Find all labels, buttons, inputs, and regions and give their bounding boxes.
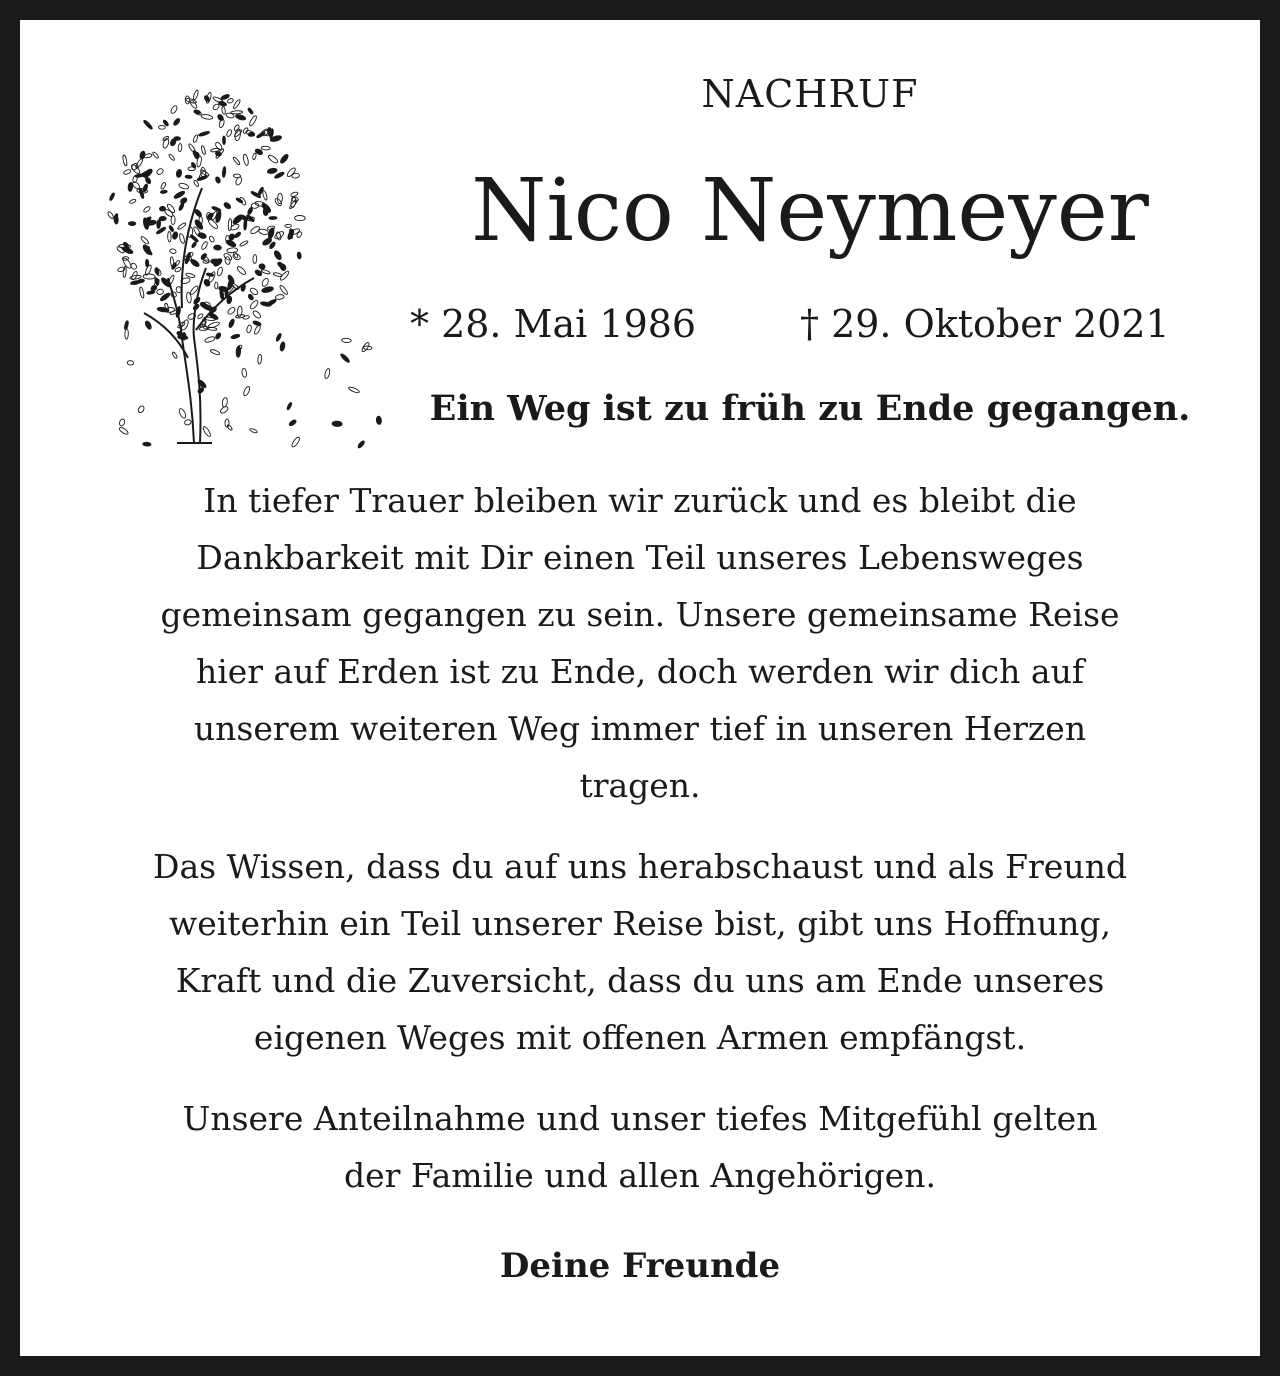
leaf-mark [209, 235, 216, 242]
leaf-mark [191, 162, 197, 169]
leaf-mark [197, 232, 207, 240]
leaf-mark [192, 303, 200, 310]
leaf-mark [247, 107, 253, 114]
text-line: eigenen Weges mit offenen Armen empfängst. [253, 1018, 1027, 1057]
tree-with-falling-leaves-icon [82, 68, 402, 458]
leaf-mark [143, 119, 153, 130]
leaf-mark [237, 306, 243, 317]
leaf-mark [252, 153, 256, 160]
leaf-mark [236, 265, 247, 275]
leaf-mark [192, 150, 198, 158]
leaf-mark [288, 419, 297, 427]
leaf-mark [239, 240, 248, 247]
leaf-mark [231, 110, 243, 114]
leaf-mark [214, 141, 223, 150]
leaf-mark [227, 306, 236, 315]
leaf-mark [178, 408, 187, 419]
leaf-mark [178, 182, 189, 190]
leaf-mark [295, 215, 306, 220]
leaf-mark [174, 137, 181, 141]
leaf-mark [178, 335, 189, 340]
leaf-mark [185, 175, 192, 179]
leaf-mark [235, 114, 246, 121]
text-line: Dankbarkeit mit Dir einen Teil unseres Lebensweges [196, 538, 1084, 577]
leaf-mark [340, 353, 351, 364]
leaf-mark [114, 215, 119, 224]
leaf-mark [144, 177, 151, 185]
leaf-mark [222, 397, 229, 407]
leaf-mark [290, 191, 298, 197]
leaf-mark [279, 153, 289, 164]
leaf-mark [160, 190, 167, 194]
leaf-mark [296, 231, 303, 238]
leaf-mark [144, 320, 152, 330]
leaf-mark [277, 261, 286, 269]
leaf-mark [262, 190, 268, 200]
leaf-mark [241, 368, 247, 378]
leaf-mark [191, 241, 197, 248]
leaf-mark [252, 310, 262, 320]
leaf-mark [201, 114, 213, 120]
leaf-mark [203, 278, 211, 287]
leaf-mark [168, 153, 175, 161]
leaf-mark [154, 277, 159, 285]
leaf-mark [174, 260, 181, 267]
leaf-mark [178, 143, 182, 151]
leaf-mark [157, 219, 161, 228]
leaf-mark [143, 274, 155, 279]
leaf-mark [250, 225, 261, 235]
leaf-mark [225, 289, 228, 297]
leaf-mark [204, 336, 215, 344]
leaf-mark [169, 248, 176, 254]
leaf-mark [118, 426, 129, 435]
leaf-mark [123, 169, 131, 176]
leaf-mark [215, 282, 218, 289]
leaf-mark [107, 211, 114, 219]
leaf-mark [286, 167, 297, 178]
leaf-mark [269, 217, 277, 220]
leaf-mark [156, 168, 164, 176]
leaf-mark [249, 428, 257, 434]
leaf-mark [128, 222, 135, 226]
leaf-mark [247, 293, 254, 300]
leaf-mark [285, 224, 292, 227]
leaf-mark [236, 346, 241, 357]
leaf-mark [178, 203, 184, 212]
leaf-mark [279, 270, 290, 281]
text-line: gemeinsam gegangen zu sein. Unsere gemeinsame Reise [160, 595, 1120, 634]
leaf-mark [215, 151, 222, 157]
leaf-mark [109, 192, 115, 201]
text-line: unserem weiteren Weg immer tief in unseren Herzen [193, 709, 1087, 748]
leaf-mark [193, 109, 200, 114]
leaf-mark [193, 134, 199, 143]
leaf-mark [184, 419, 192, 426]
leaf-mark [275, 333, 282, 342]
text-line: Das Wissen, dass du auf uns herabschaust und als Freund [153, 847, 1127, 886]
leaf-mark [189, 100, 198, 110]
leaf-mark [246, 325, 252, 334]
leaf-mark [143, 206, 151, 213]
leaf-mark [170, 105, 178, 115]
leaf-mark [160, 182, 166, 190]
leaf-mark [172, 352, 178, 359]
leaf-mark [236, 197, 244, 203]
notice-heading: NACHRUF [701, 72, 919, 116]
leaf-mark [258, 263, 266, 270]
leaf-mark [159, 206, 165, 211]
paragraph-1 [80, 472, 1200, 814]
text-line: hier auf Erden ist zu Ende, doch werden wir dich auf [195, 652, 1085, 691]
leaf-mark [137, 405, 145, 414]
text-line: Unsere Anteilnahme und unser tiefes Mitgefühl gelten [182, 1099, 1098, 1138]
leaf-mark [274, 230, 285, 240]
leaf-mark [232, 156, 240, 165]
motto: Ein Weg ist zu früh zu Ende gegangen. [429, 388, 1191, 429]
leaf-mark [324, 368, 331, 379]
leaf-mark [253, 255, 257, 264]
leaf-mark [261, 277, 270, 287]
leaf-mark [291, 436, 301, 448]
leaf-mark [226, 129, 233, 137]
leaf-mark [197, 175, 208, 181]
leaf-mark [206, 273, 214, 277]
leaf-mark [193, 90, 200, 100]
leaf-mark [177, 222, 187, 230]
death-date: † 29. Oktober 2021 [800, 302, 1170, 346]
leaf-mark [128, 182, 133, 191]
text-line: der Familie und allen Angehörigen. [344, 1156, 936, 1195]
leaf-mark [198, 131, 210, 137]
leaf-mark [119, 418, 126, 426]
leaf-mark [201, 145, 206, 154]
leaf-mark [125, 329, 129, 340]
leaf-mark [184, 252, 191, 264]
leaf-mark [223, 136, 226, 144]
leaf-mark [208, 312, 219, 321]
leaf-mark [222, 167, 226, 178]
paragraph-3 [80, 1090, 1200, 1204]
leaf-mark [273, 250, 283, 261]
leaf-mark [267, 154, 279, 164]
leaf-mark [154, 267, 159, 275]
leaf-mark [279, 342, 285, 352]
leaf-mark [231, 334, 240, 340]
leaf-mark [286, 402, 292, 410]
leaf-mark [376, 416, 382, 425]
leaf-mark [225, 112, 234, 118]
leaf-mark [201, 241, 209, 250]
leaf-mark [243, 386, 251, 397]
leaf-mark [219, 405, 229, 414]
leaf-mark [248, 115, 257, 127]
leaf-mark [279, 284, 289, 295]
leaf-mark [172, 231, 179, 239]
leaf-mark [173, 118, 181, 127]
leaf-mark [275, 294, 284, 300]
leaf-mark [129, 199, 136, 204]
leaf-mark [180, 319, 189, 331]
leaf-mark [168, 231, 172, 242]
leaf-mark [332, 421, 342, 427]
leaf-mark [263, 207, 268, 215]
leaf-mark [179, 233, 186, 244]
leaf-mark [228, 219, 232, 231]
deceased-name: Nico Neymeyer [471, 161, 1149, 261]
leaf-mark [234, 231, 242, 238]
leaf-mark [292, 173, 300, 178]
leaf-mark [152, 151, 159, 159]
leaf-mark [267, 168, 278, 175]
text-line: tragen. [579, 766, 701, 805]
leaf-mark [159, 292, 170, 302]
leaf-mark [253, 325, 261, 335]
leaf-mark [215, 211, 222, 223]
leaf-mark [203, 95, 210, 102]
leaf-mark [202, 426, 212, 438]
leaf-mark [214, 245, 222, 250]
leaf-mark [215, 332, 222, 340]
leaf-mark [193, 296, 201, 304]
leaf-mark [227, 98, 234, 104]
leaf-mark [348, 386, 360, 394]
leaf-mark [158, 126, 165, 130]
leaf-mark [341, 338, 351, 343]
leaf-mark [139, 287, 145, 299]
leaf-mark [273, 272, 282, 277]
leaf-mark [216, 267, 223, 277]
paragraph-2 [80, 838, 1200, 1066]
birth-date: * 28. Mai 1986 [410, 302, 697, 346]
text-line: weiterhin ein Teil unserer Reise bist, gibt uns Hoffnung, [168, 904, 1112, 943]
leaf-mark [156, 289, 163, 295]
text-line: Kraft und die Zuversicht, dass du uns am Ende unseres [175, 961, 1105, 1000]
leaf-mark [127, 360, 134, 365]
leaf-mark [261, 286, 274, 294]
leaf-mark [221, 106, 226, 114]
leaf-mark [122, 155, 127, 166]
leaf-mark [361, 342, 370, 353]
leaf-mark [176, 169, 182, 178]
leaf-mark [228, 318, 235, 328]
leaf-mark [210, 349, 220, 356]
leaf-mark [197, 313, 204, 320]
leaf-mark [257, 354, 261, 364]
text-line: In tiefer Trauer bleiben wir zurück und es bleibt die [203, 481, 1077, 520]
leaf-mark [130, 280, 140, 285]
leaf-mark [227, 424, 233, 431]
leaf-mark [247, 207, 254, 215]
leaf-mark [289, 199, 298, 209]
leaf-mark [249, 299, 259, 310]
leaf-mark [130, 262, 138, 270]
leaf-mark [261, 146, 270, 150]
leaf-mark [140, 236, 150, 245]
signature: Deine Freunde [499, 1246, 781, 1286]
leaf-mark [297, 252, 302, 259]
leaf-mark [143, 442, 151, 446]
leaf-mark [357, 440, 365, 449]
leaf-mark [242, 154, 249, 166]
leaf-mark [215, 176, 221, 184]
leaf-mark [223, 201, 232, 209]
